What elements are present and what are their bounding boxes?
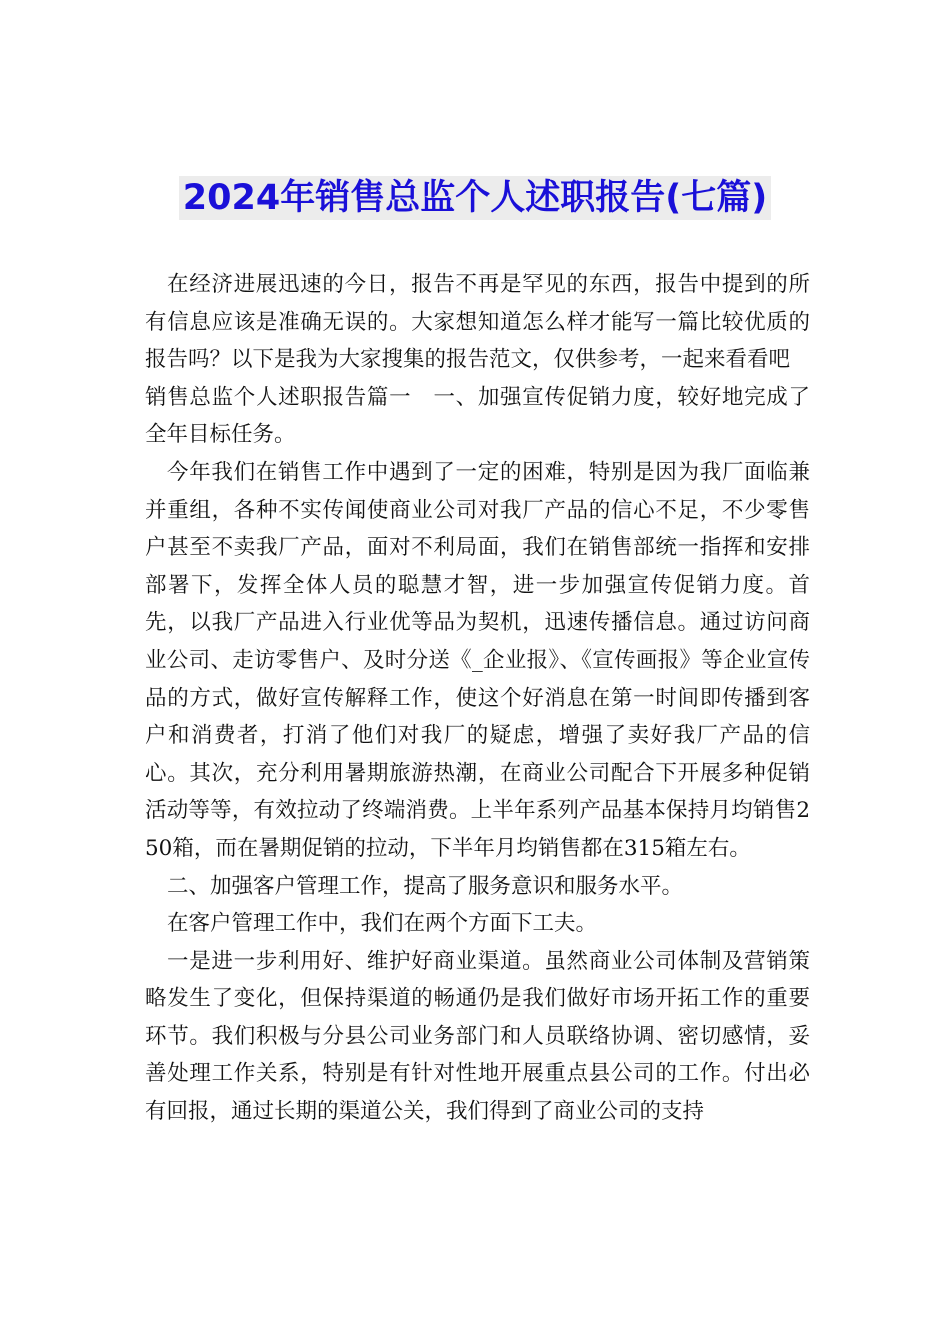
title-container bbox=[0, 176, 950, 220]
document-body bbox=[145, 266, 810, 1131]
paragraph-commercial-channels: 一是进一步利用好、维护好商业渠道。虽然商业公司体制及营销策略发生了变化，但保持渠道的畅通仍是我们做好市场开拓工作的重要环节。我们积极与分县公司业务部门和人员联络协调、密切感情，妥善处理工作关系，特别是有针对性地开展重点县公司的工作。付出必有回报，通过长期的渠道公关，我们得到了商业公司的支持 bbox=[145, 948, 810, 1125]
paragraph-customer-management-heading: 二、加强客户管理工作，提高了服务意识和服务水平。 bbox=[167, 873, 684, 899]
paragraph-sales-promotion: 今年我们在销售工作中遇到了一定的困难，特别是因为我厂面临兼并重组，各种不实传闻使商业公司对我厂产品的信心不足，不少零售户甚至不卖我厂产品，面对不利局面，我们在销售部统一指挥和安排部署下，发挥全体人员的聪慧才智，进一步加强宣传促销力度。首先，以我厂产品进入行业优等品为契机，迅速传播信息。通过访问商业公司、走访零售户、及时分送《_企业报》、《宣传画报》等企业宣传品的方式，做好宣传解释工作，使这个好消息在第一时间即传播到客户和消费者，打消了他们对我厂的疑虑，增强了卖好我厂产品的信心。其次，充分利用暑期旅游热潮，在商业公司配合下开展多种促销活动等等，有效拉动了终端消费。上半年系列产品基本保持月均销售250箱，而在暑期促销的拉动，下半年月均销售都在315箱左右。 bbox=[145, 459, 810, 861]
document-title: 2024年销售总监个人述职报告(七篇) bbox=[179, 176, 771, 220]
paragraph-customer-management-intro: 在客户管理工作中，我们在两个方面下工夫。 bbox=[167, 911, 598, 937]
paragraph-section-heading: 销售总监个人述职报告篇一 一、加强宣传促销力度，较好地完成了全年目标任务。 bbox=[145, 384, 810, 448]
paragraph-intro: 在经济进展迅速的今日，报告不再是罕见的东西，报告中提到的所有信息应该是准确无误的。大家想知道怎么样才能写一篇比较优质的报告吗？以下是我为大家搜集的报告范文，仅供参考，一起来看看吧 bbox=[145, 272, 810, 373]
